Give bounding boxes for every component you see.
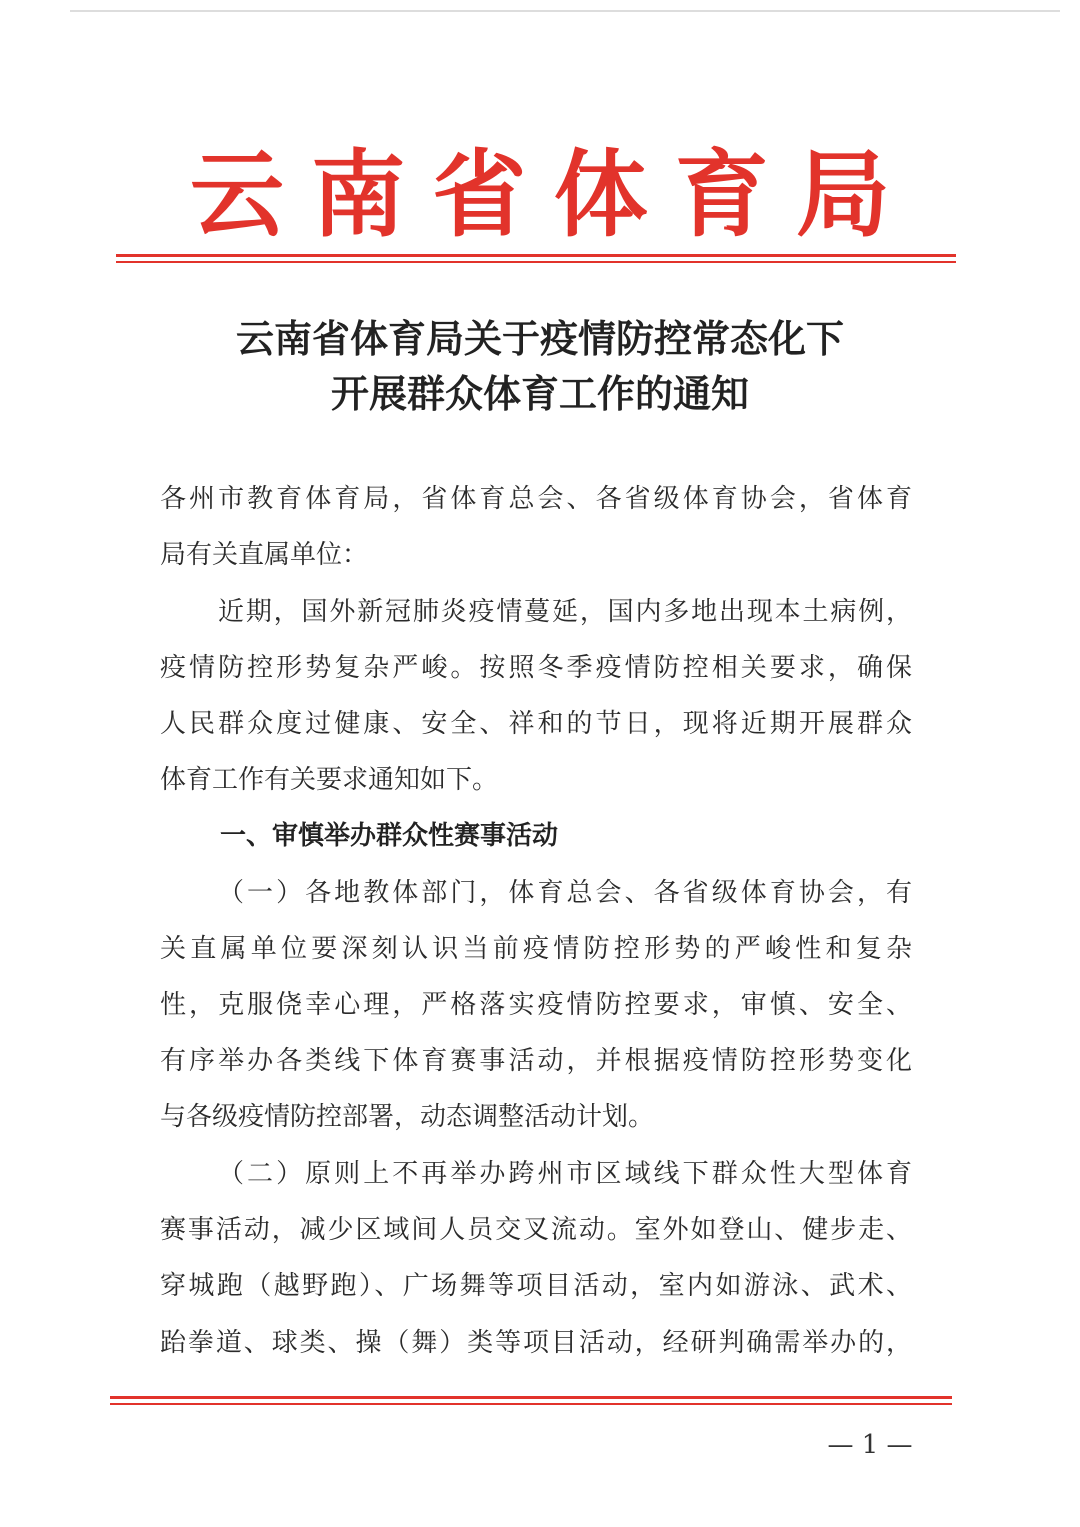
letterhead-char-1: 云 — [190, 140, 285, 250]
document-title-line-1: 云南省体育局关于疫情防控常态化下 — [235, 316, 844, 361]
item-2-line-2: 赛事活动，减少区域间人员交叉流动。室外如登山、健步走、 — [160, 1215, 912, 1245]
item-2-line-3: 穿城跑（越野跑）、广场舞等项目活动，室内如游泳、武术、 — [160, 1271, 912, 1301]
item-1-line-3: 性，克服侥幸心理，严格落实疫情防控要求，审慎、安全、 — [160, 990, 912, 1020]
intro-line-3: 人民群众度过健康、安全、祥和的节日，现将近期开展群众 — [160, 709, 912, 739]
letterhead-char-2: 南 — [311, 140, 406, 250]
letterhead-char-6: 局 — [795, 140, 890, 250]
intro-line-1: 近期，国外新冠肺炎疫情蔓延，国内多地出现本土病例， — [218, 597, 912, 627]
section-1-heading: 一、审慎举办群众性赛事活动 — [220, 821, 559, 851]
document-title-line-2: 开展群众体育工作的通知 — [330, 371, 749, 416]
scan-edge-line — [70, 10, 1060, 12]
item-1-line-2: 关直属单位要深刻认识当前疫情防控形势的严峻性和复杂 — [160, 934, 912, 964]
addressee-line-1: 各州市教育体育局，省体育总会、各省级体育协会，省体育 — [160, 484, 912, 514]
item-2-line-4: 跆拳道、球类、操（舞）类等项目活动，经研判确需举办的， — [160, 1328, 912, 1358]
page-number: — 1 — — [827, 1430, 913, 1460]
letterhead-divider-thick — [116, 254, 956, 257]
intro-line-2: 疫情防控形势复杂严峻。按照冬季疫情防控相关要求，确保 — [160, 653, 912, 683]
item-1-line-1: （一）各地教体部门，体育总会、各省级体育协会，有 — [218, 878, 912, 908]
item-2-line-1: （二）原则上不再举办跨州市区域线下群众性大型体育 — [218, 1159, 912, 1189]
letterhead-char-3: 省 — [432, 140, 527, 250]
addressee-line-2: 局有关直属单位： — [160, 540, 369, 570]
intro-line-4: 体育工作有关要求通知如下。 — [160, 765, 499, 795]
footer-divider-thick — [110, 1396, 952, 1399]
item-1-line-5: 与各级疫情防控部署，动态调整活动计划。 — [160, 1102, 655, 1132]
item-1-line-4: 有序举办各类线下体育赛事活动，并根据疫情防控形势变化 — [160, 1046, 912, 1076]
agency-letterhead — [190, 140, 890, 250]
letterhead-divider-thin — [116, 261, 956, 263]
footer-divider-thin — [110, 1403, 952, 1405]
letterhead-char-4: 体 — [553, 140, 648, 250]
letterhead-char-5: 育 — [674, 140, 769, 250]
